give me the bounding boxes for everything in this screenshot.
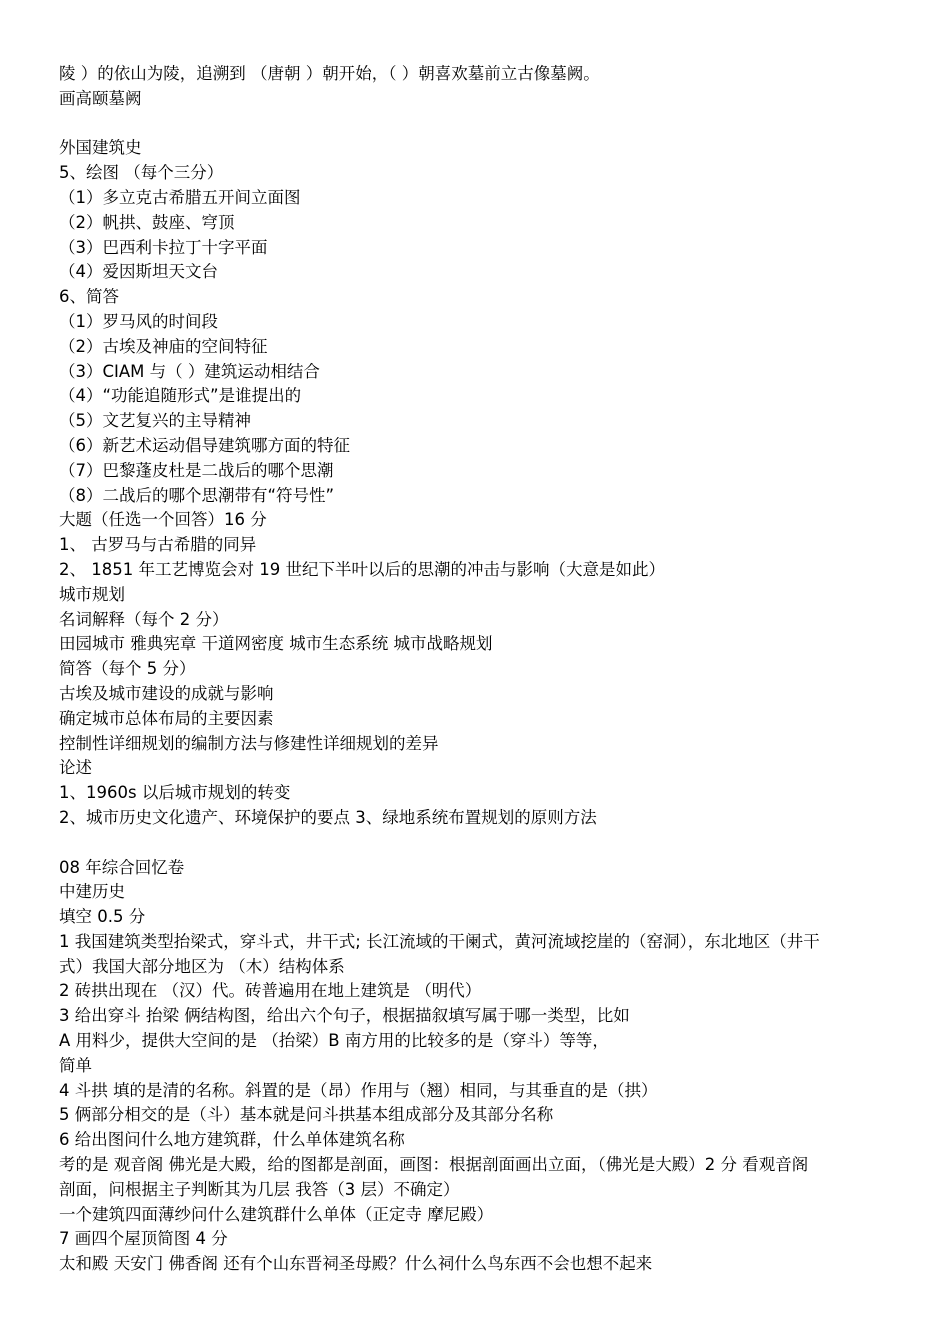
text-line: 1 我国建筑类型抬梁式，穿斗式，井干式; 长江流域的干阑式，黄河流域挖崖的（窑洞），东北地区（井干	[59, 931, 820, 951]
text-line: 简单	[59, 1055, 92, 1075]
text-line: 6、简答	[59, 287, 119, 307]
text-line: 论述	[59, 758, 92, 778]
text-line: 简答（每个 5 分）	[59, 659, 196, 679]
text-line: 4 斗拱 填的是清的名称。斜置的是（昂）作用与（翘）相同，与其垂直的是（拱）	[59, 1080, 658, 1100]
text-line: 2 砖拱出现在 （汉）代。砖普遍用在地上建筑是 （明代）	[59, 981, 482, 1001]
text-line: 1、1960s 以后城市规划的转变	[59, 783, 291, 803]
text-line: （3）CIAM 与（ ）建筑运动相结合	[59, 361, 320, 381]
section-heading: 外国建筑史	[59, 138, 142, 158]
text-line: （4）“功能追随形式”是谁提出的	[59, 386, 302, 406]
text-line: 剖面，问根据主子判断其为几层 我答（3 层）不确定）	[59, 1179, 460, 1199]
text-line: 名词解释（每个 2 分）	[59, 609, 229, 629]
text-line: （6）新艺术运动倡导建筑哪方面的特征	[59, 435, 350, 455]
text-line: 填空 0.5 分	[59, 907, 146, 927]
text-line: 5 俩部分相交的是（斗）基本就是问斗拱基本组成部分及其部分名称	[59, 1105, 554, 1125]
text-line: 大题（任选一个回答）16 分	[59, 510, 267, 530]
text-line: （3）巴西利卡拉丁十字平面	[59, 237, 268, 257]
text-line: 画高颐墓阙	[59, 88, 142, 108]
text-line: 古埃及城市建设的成就与影响	[59, 683, 274, 703]
text-line: （1）多立克古希腊五开间立面图	[59, 187, 301, 207]
text-line: 陵 ）的依山为陵，追溯到 （唐朝 ）朝开始，（ ）朝喜欢墓前立古像墓阙。	[59, 64, 600, 83]
text-line: （8）二战后的哪个思潮带有“符号性”	[59, 485, 335, 505]
text-line: （2）帆拱、鼓座、穹顶	[59, 212, 235, 232]
text-line: A 用料少，提供大空间的是 （抬梁）B 南方用的比较多的是（穿斗）等等，	[59, 1031, 609, 1051]
text-line: 中建历史	[59, 882, 125, 902]
text-line: （4）爱因斯坦天文台	[59, 262, 218, 282]
text-line: 2、城市历史文化遗产、环境保护的要点 3、绿地系统布置规划的原则方法	[59, 807, 597, 827]
section-heading: 08 年综合回忆卷	[59, 857, 185, 877]
text-line: 7 画四个屋顶简图 4 分	[59, 1229, 228, 1249]
text-line: 太和殿 天安门 佛香阁 还有个山东晋祠圣母殿？什么祠什么鸟东西不会也想不起来	[59, 1254, 653, 1274]
text-line: 3 给出穿斗 抬梁 俩结构图，给出六个句子，根据描叙填写属于哪一类型，比如	[59, 1006, 630, 1026]
text-line: 6 给出图问什么地方建筑群，什么单体建筑名称	[59, 1130, 405, 1150]
blank-line	[59, 112, 899, 137]
text-line: 1、 古罗马与古希腊的同异	[59, 535, 257, 555]
document-page	[59, 62, 899, 1277]
text-line: 控制性详细规划的编制方法与修建性详细规划的差异	[59, 733, 439, 753]
section-heading: 城市规划	[59, 584, 125, 604]
text-line: 确定城市总体布局的主要因素	[59, 708, 274, 728]
blank-line	[59, 831, 899, 856]
text-line: （7）巴黎蓬皮杜是二战后的哪个思潮	[59, 460, 334, 480]
text-line: （5）文艺复兴的主导精神	[59, 411, 251, 431]
text-line: 5、绘图 （每个三分）	[59, 163, 224, 183]
text-line: （2）古埃及神庙的空间特征	[59, 336, 268, 356]
text-line: 2、 1851 年工艺博览会对 19 世纪下半叶以后的思潮的冲击与影响（大意是如此）	[59, 559, 665, 579]
text-line: 田园城市 雅典宪章 干道网密度 城市生态系统 城市战略规划	[59, 634, 493, 654]
text-line: 考的是 观音阁 佛光是大殿，给的图都是剖面，画图：根据剖面画出立面，（佛光是大殿）2 分 看观音阁	[59, 1155, 809, 1175]
text-line: 一个建筑四面薄纱问什么建筑群什么单体（正定寺 摩尼殿）	[59, 1204, 494, 1224]
text-line: 式）我国大部分地区为 （木）结构体系	[59, 956, 345, 976]
text-line: （1）罗马风的时间段	[59, 311, 218, 331]
